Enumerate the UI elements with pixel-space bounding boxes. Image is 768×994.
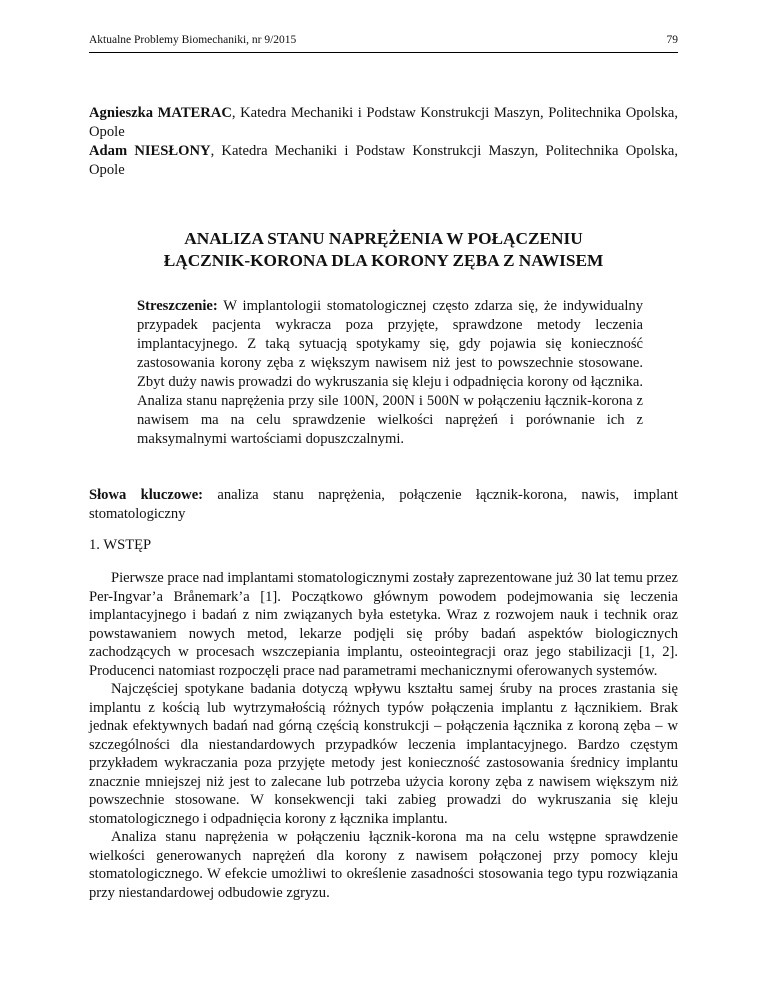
author-entry [89,104,678,142]
author-name: Agnieszka MATERAC [89,105,232,121]
title-line: ŁĄCZNIK-KORONA DLA KORONY ZĘBA Z NAWISEM [163,251,604,270]
paper-title [89,228,678,272]
page-number: 79 [666,34,678,46]
journal-name: Aktualne Problemy Biomechaniki, nr 9/2015 [89,34,297,46]
abstract-heading: Streszczenie: [137,298,218,314]
running-header [89,30,678,53]
paragraph: Najczęściej spotykane badania dotyczą wpływu kształtu samej śruby na proces zrastania się implantu z kością lub wytrzymałością różnych typów połączenia implantu z łącznikiem. Brak jednak efektywnych badań nad górną częścią konstrukcji – połączenia łącznika z koroną zęba – w szczególności dla niestandardowych przypadków leczenia implantacyjnego. Bardzo częstym przykładem wykraczania poza przyjęte metody jest konieczność zastosowania średnicy implantu znacznie mniejszej niż jest to zalecane lub potrzeba użycia korony zęba z nawisem większym niż powszechnie stosowane. W konsekwencji taki zabieg prowadzi do wykruszania się kleju stomatologicznego i odpadnięcia korony z łącznika implantu. [89,681,678,827]
abstract-text: W implantologii stomatologicznej często zdarza się, że indywidualny przypadek pacjenta wykracza poza przyjęte, sprawdzone metody leczenia implantacyjnego. Z taką sytuacją spotykamy się, gdy pojawia się konieczność zastosowania korony zęba z większym nawisem niż jest to powszechnie stosowane. Zbyt duży nawis prowadzi do wykruszania się kleju i odpadnięcia korony od łącznika. Analiza stanu naprężenia przy sile 100N, 200N i 500N w połączeniu łącznik-korona z nawisem ma na celu sprawdzenie wielkości naprężeń i porównanie ich z maksymalnymi wartościami dopuszczalnymi. [137,298,643,447]
keywords [89,486,678,524]
author-name: Adam NIESŁONY [89,143,211,159]
paragraph: Pierwsze prace nad implantami stomatologicznymi zostały zaprezentowane już 30 lat temu przez Per-Ingvar’a Brånemark’a [1]. Początkowo głównym powodem podejmowania się leczenia implantacyjnego i badań z nim związanych była estetyka. Wraz z rozwojem nauk i technik oraz powstawaniem nowych metod, lekarze podjęli się próby badań aspektów biologicznych zachodzących w procesach wszczepiania implantu, osteointegracji oraz jego stabilizacji [1, 2]. Producenci natomiast rozpoczęli prace nad parametrami mechanicznymi oferowanych systemów. [89,570,678,679]
author-affiliation: , Katedra Mechaniki i Podstaw Konstrukcji Maszyn, Politechnika Opolska, Opole [89,105,678,140]
authors-block [89,104,678,180]
section-heading: 1. WSTĘP [89,537,152,553]
title-line: ANALIZA STANU NAPRĘŻENIA W POŁĄCZENIU [184,229,583,248]
keywords-heading: Słowa kluczowe: [89,487,204,503]
author-entry [89,142,678,180]
author-affiliation: , Katedra Mechaniki i Podstaw Konstrukcji Maszyn, Politechnika Opolska, Opole [89,143,678,178]
abstract [137,297,643,449]
body-text [89,569,678,902]
paragraph: Analiza stanu naprężenia w połączeniu łącznik-korona ma na celu wstępne sprawdzenie wielkości generowanych naprężeń dla korony z nawisem połączonej przy pomocy kleju stomatologicznego. W efekcie umożliwi to określenie zasadności stosowania tego typu rozwiązania przy niestandardowej odbudowie zgryzu. [89,829,678,901]
keywords-text: analiza stanu naprężenia, połączenie łącznik-korona, nawis, implant stomatologiczny [89,487,678,522]
